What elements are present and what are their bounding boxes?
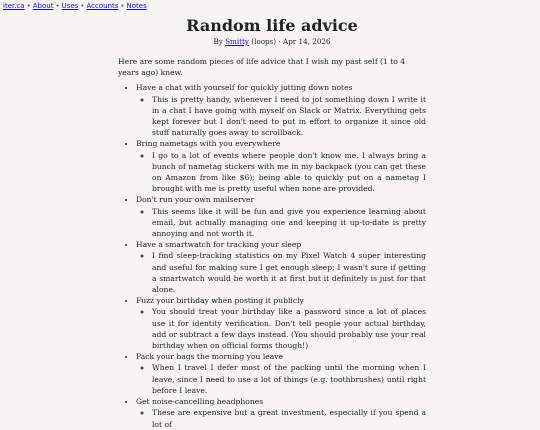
advice-item bbox=[136, 194, 426, 239]
advice-detail-list bbox=[136, 407, 426, 429]
advice-list bbox=[118, 82, 426, 429]
advice-detail-list bbox=[136, 306, 426, 351]
advice-item bbox=[136, 295, 426, 351]
nav-separator: • bbox=[80, 2, 85, 10]
byline-prefix: By bbox=[213, 37, 223, 46]
intro-paragraph: Here are some random pieces of life advice that I wish my past self (1 to 4 years ago) knew. bbox=[118, 57, 406, 78]
advice-detail-list bbox=[136, 250, 426, 295]
advice-detail: ◦ This seems like it will be fun and give you experience learning about email, but actually managing one and keeping it up-to-date is pretty annoying and not worth it. bbox=[152, 206, 426, 240]
nav-link-notes[interactable]: Notes bbox=[126, 2, 147, 10]
nav-separator: • bbox=[55, 2, 60, 10]
advice-item bbox=[136, 396, 426, 430]
date-separator: · bbox=[278, 37, 281, 46]
advice-detail: ◦ I find sleep-tracking statistics on my Pixel Watch 4 super interesting and useful for making sure I get enough sleep; I wasn't sure if getting a smartwatch would be worth it at first but it definitely is just for that alone. bbox=[152, 250, 426, 295]
advice-detail: ◦ You should treat your birthday like a password since a lot of places use it for identity verification. Don't tell people your actual birthday, add or subtract a few days instead. (You should probably use your real birthday when on official forms though!) bbox=[152, 306, 426, 351]
article bbox=[118, 16, 426, 430]
advice-item bbox=[136, 351, 426, 396]
publish-date: Apr 14, 2026 bbox=[283, 37, 331, 46]
advice-detail-list bbox=[136, 94, 426, 139]
advice-detail: ◦ I go to a lot of events where people don't know me. I always bring a bunch of nametag stickers with me in my backpack (you can get these on Amazon from like $6); being able to quickly put on a nametag I brought with me is pretty useful when none are provided. bbox=[152, 150, 426, 195]
advice-heading: Have a chat with yourself for quickly jotting down notes bbox=[136, 83, 353, 93]
nav-link-about[interactable]: About bbox=[32, 2, 54, 10]
nav-link-uses[interactable]: Uses bbox=[61, 2, 79, 10]
nav-separator: • bbox=[120, 2, 125, 10]
advice-item bbox=[136, 82, 426, 138]
advice-detail: ◦ When I travel I defer most of the packing until the morning when I leave, since I need to use a lot of things (e.g. toothbrushes) until right before I leave. bbox=[152, 362, 426, 396]
author-link[interactable]: Smitty bbox=[225, 37, 249, 46]
nav-link-home[interactable]: iter.ca bbox=[3, 2, 25, 10]
advice-detail-list bbox=[136, 362, 426, 396]
nav-separator: • bbox=[26, 2, 31, 10]
top-nav bbox=[3, 2, 147, 10]
byline bbox=[118, 37, 426, 47]
author-pronouns: (loops) bbox=[251, 37, 277, 46]
advice-detail: ◦ This is pretty handy, whenever I need to jot something down I write it in a chat I have going with myself on Slack or Matrix. Everything gets kept forever but I don't need to put in effort to organize it since old stuff naturally goes away to scrollback. bbox=[152, 94, 426, 139]
advice-heading: Bring nametags with you everywhere bbox=[136, 139, 281, 149]
advice-heading: Get noise-cancelling headphones bbox=[136, 397, 264, 407]
advice-detail: ◦ These are expensive but a great investment, especially if you spend a lot of bbox=[152, 407, 426, 429]
advice-item bbox=[136, 239, 426, 295]
advice-heading: Have a smartwatch for tracking your sleep bbox=[136, 240, 302, 250]
advice-item bbox=[136, 138, 426, 194]
advice-heading: Fuzz your birthday when posting it publicly bbox=[136, 296, 304, 306]
advice-detail-list bbox=[136, 206, 426, 240]
page-title: Random life advice bbox=[186, 16, 358, 35]
advice-detail-list bbox=[136, 150, 426, 195]
nav-link-accounts[interactable]: Accounts bbox=[86, 2, 119, 10]
advice-heading: Pack your bags the morning you leave bbox=[136, 352, 284, 362]
advice-heading: Don't run your own mailserver bbox=[136, 195, 255, 205]
